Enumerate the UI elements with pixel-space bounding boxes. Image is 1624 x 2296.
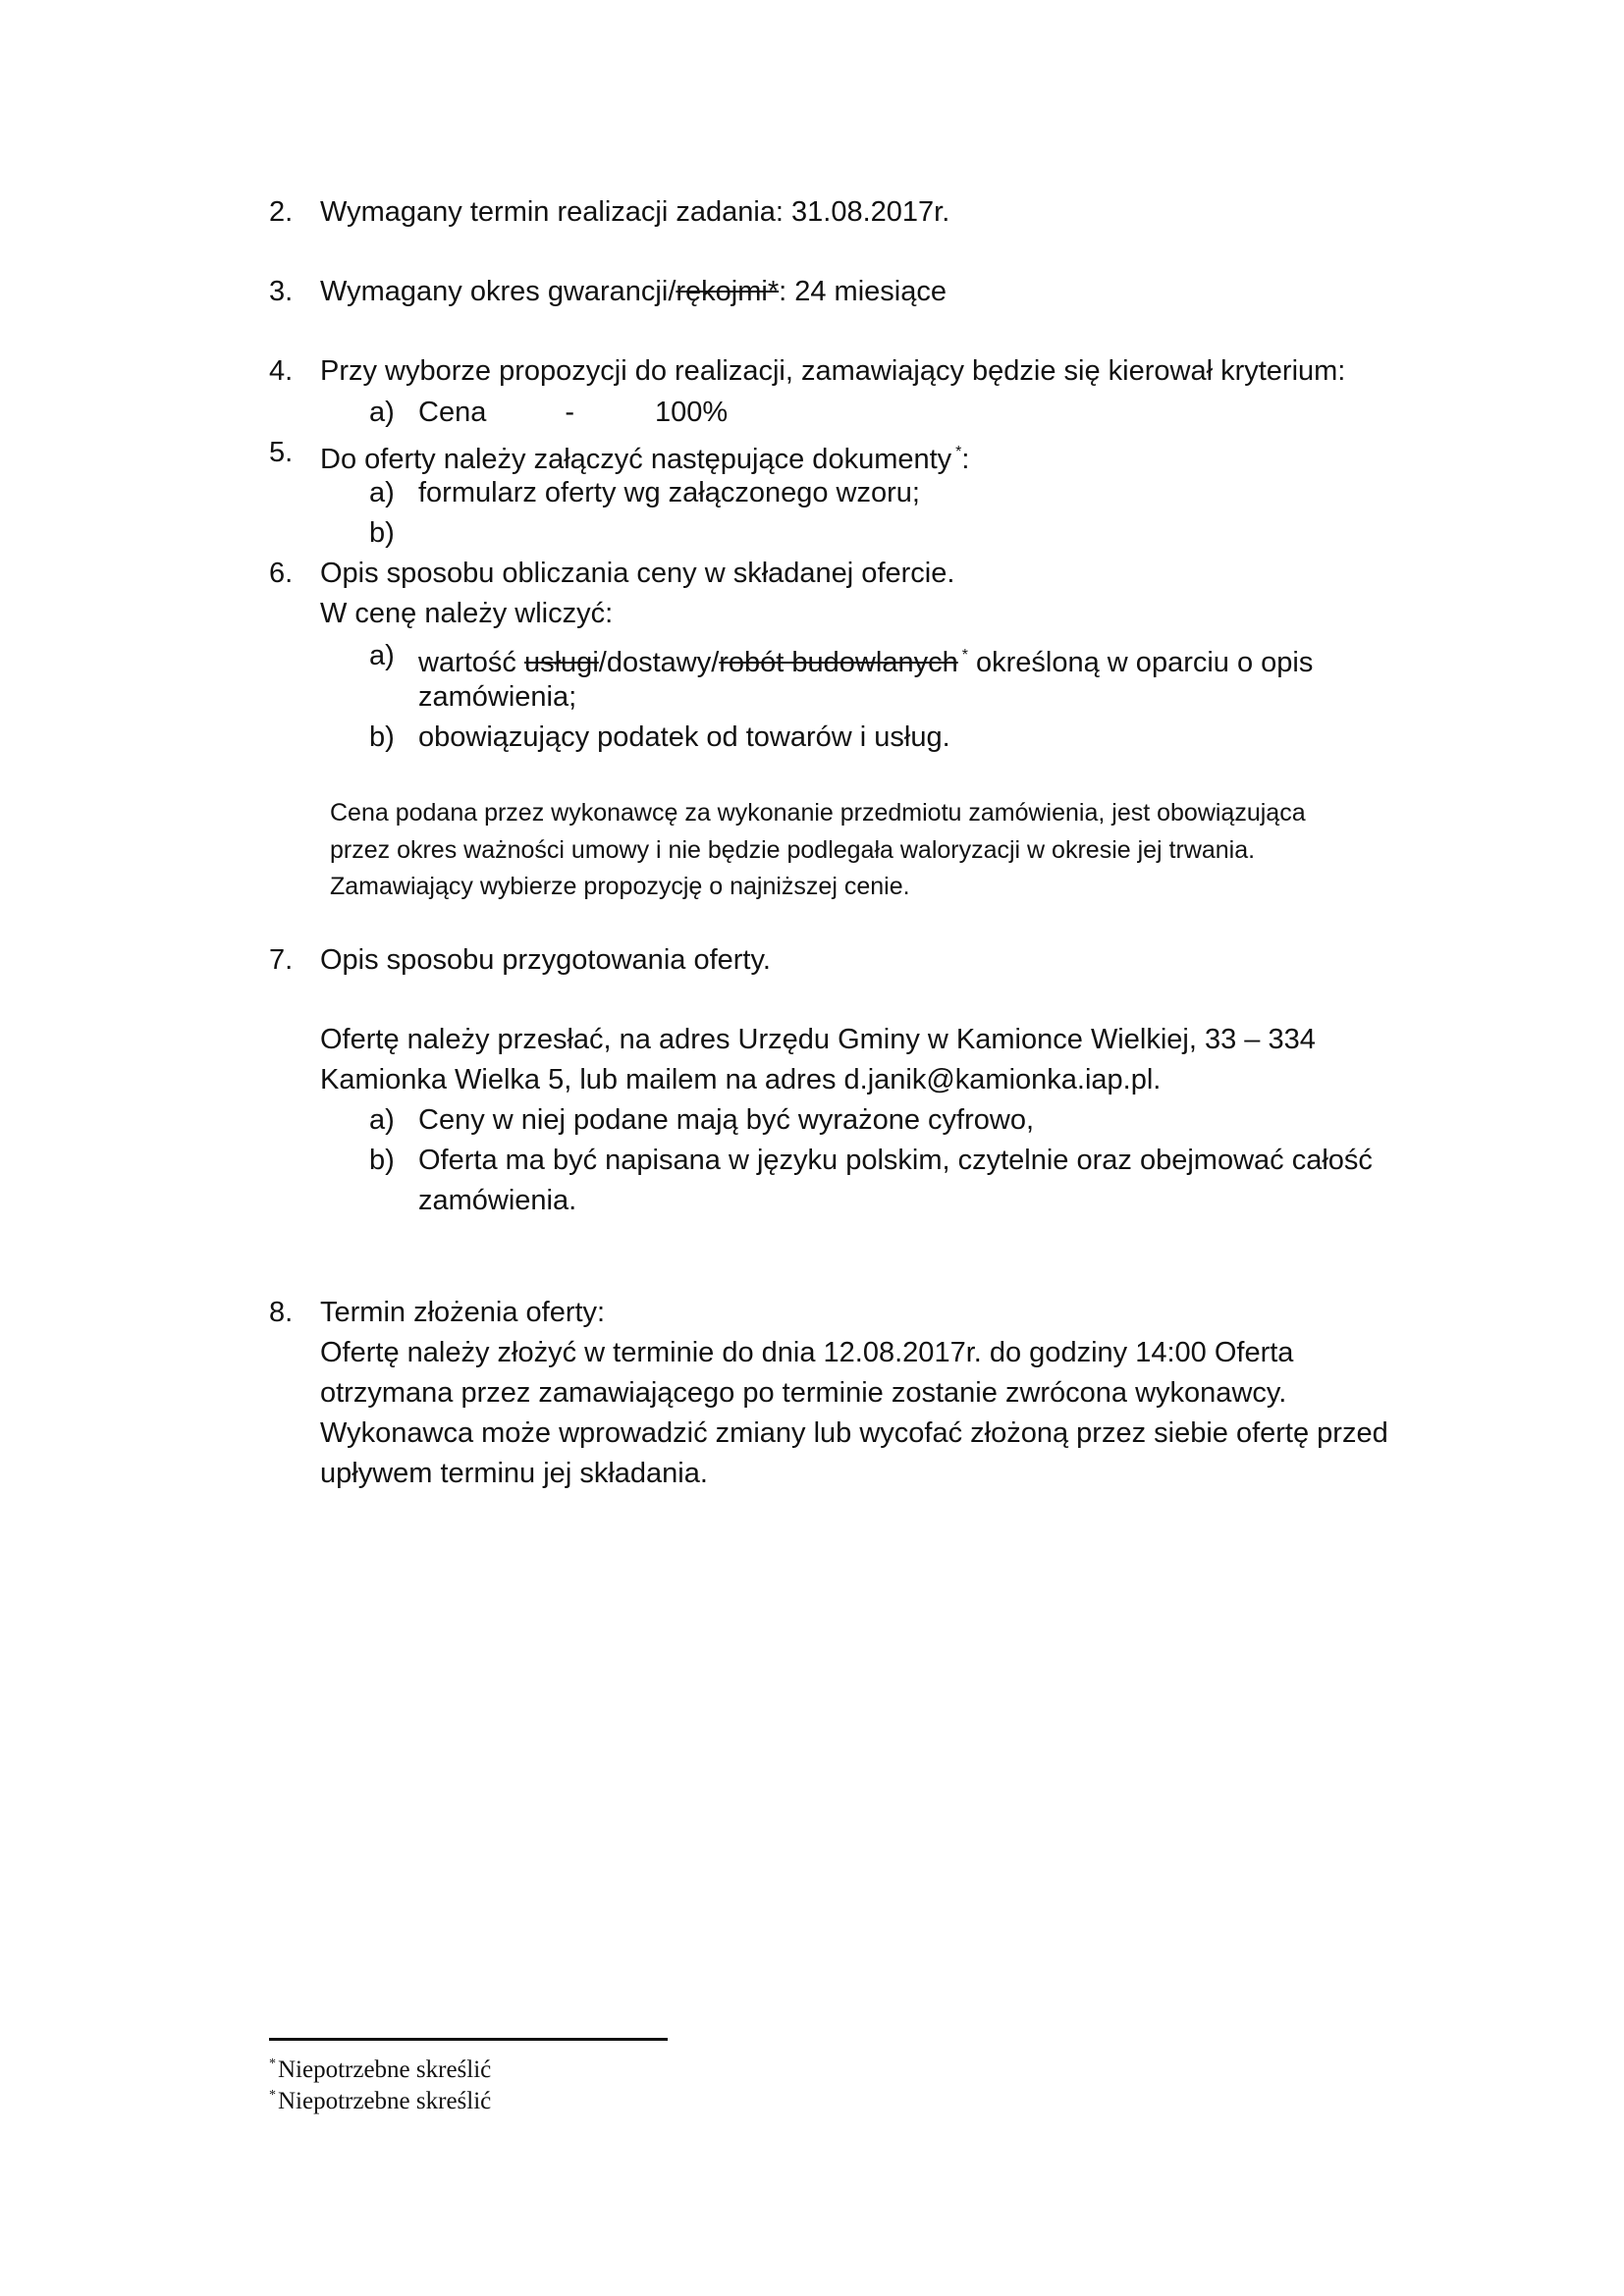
item-number: 2. bbox=[269, 196, 294, 228]
item-text bbox=[320, 272, 947, 311]
footnote-divider bbox=[269, 2038, 668, 2041]
footnote-mark: * bbox=[269, 2088, 276, 2103]
footnote-2 bbox=[269, 2080, 491, 2117]
sub-item-label: a) bbox=[369, 640, 395, 671]
text-part: określoną w oparciu o opis bbox=[967, 647, 1314, 678]
sub-item-text: Oferta ma być napisana w języku polskim, czytelnie oraz obejmować całość bbox=[418, 1145, 1373, 1176]
sub-item-label: a) bbox=[369, 477, 395, 508]
item-text: otrzymana przez zamawiającego po terminie zostanie zwrócona wykonawcy. bbox=[320, 1377, 1287, 1409]
sub-item-label: a) bbox=[369, 1104, 395, 1136]
sub-item-text: zamówienia; bbox=[418, 681, 577, 713]
sub-item-label: b) bbox=[369, 721, 395, 753]
struck-text: robót budowlanych bbox=[719, 647, 958, 678]
item-text: Termin złożenia oferty: bbox=[320, 1297, 606, 1328]
price-note-line-1: Cena podana przez wykonawcę za wykonanie przedmiotu zamówienia, jest obowiązująca bbox=[330, 799, 1306, 827]
item-number: 3. bbox=[269, 276, 294, 307]
struck-text: usługi bbox=[523, 647, 599, 678]
item-text: Kamionka Wielka 5, lub mailem na adres d.janik@kamionka.iap.pl. bbox=[320, 1064, 1162, 1095]
footnote-mark: * bbox=[961, 647, 968, 664]
sub-item-text: obowiązujący podatek od towarów i usług. bbox=[418, 721, 950, 753]
item-text: Ofertę należy złożyć w terminie do dnia 12.08.2017r. do godziny 14:00 Oferta bbox=[320, 1337, 1294, 1368]
criterion-row bbox=[418, 393, 728, 432]
item-number: 5. bbox=[269, 437, 294, 468]
criterion-value: 100% bbox=[655, 397, 729, 428]
item-number: 6. bbox=[269, 558, 294, 589]
text-part: /dostawy/ bbox=[598, 647, 720, 678]
sub-item-text: formularz oferty wg załączonego wzoru; bbox=[418, 477, 920, 508]
criterion-dash: - bbox=[565, 397, 574, 428]
sub-item-text: zamówienia. bbox=[418, 1185, 577, 1216]
item-text: Opis sposobu obliczania ceny w składanej ofercie. bbox=[320, 558, 955, 589]
sub-item-text: Ceny w niej podane mają być wyrażone cyfrowo, bbox=[418, 1104, 1035, 1136]
text-part: wartość bbox=[418, 647, 524, 678]
sub-item-text bbox=[418, 636, 1313, 682]
text-part: : 24 miesiące bbox=[779, 276, 947, 307]
text-part: Wymagany okres gwarancji/ bbox=[320, 276, 677, 307]
sub-item-label: b) bbox=[369, 1145, 395, 1176]
price-note-line-3: Zamawiający wybierze propozycję o najniższej cenie. bbox=[330, 873, 910, 900]
item-number: 4. bbox=[269, 355, 294, 387]
item-text: upływem terminu jej składania. bbox=[320, 1458, 708, 1489]
text-part: Do oferty należy załączyć następujące dokumenty bbox=[320, 444, 952, 475]
text-part: : bbox=[961, 444, 970, 475]
item-text: Wykonawca może wprowadzić zmiany lub wycofać złożoną przez siebie ofertę przed bbox=[320, 1417, 1388, 1449]
struck-text: rękojmi* bbox=[676, 276, 780, 307]
item-text: Przy wyborze propozycji do realizacji, zamawiający będzie się kierował kryterium: bbox=[320, 355, 1346, 387]
criterion-name: Cena bbox=[418, 397, 487, 428]
item-text: W cenę należy wliczyć: bbox=[320, 598, 614, 629]
footnote-text: Niepotrzebne skreślić bbox=[278, 2056, 492, 2083]
price-note-line-2: przez okres ważności umowy i nie będzie podlegała waloryzacji w okresie jej trwania. bbox=[330, 836, 1256, 864]
sub-item-label: b) bbox=[369, 517, 395, 549]
item-text: Ofertę należy przesłać, na adres Urzędu Gminy w Kamionce Wielkiej, 33 – 334 bbox=[320, 1024, 1316, 1055]
item-text: Wymagany termin realizacji zadania: 31.08.2017r. bbox=[320, 196, 950, 228]
item-text bbox=[320, 433, 969, 479]
item-number: 7. bbox=[269, 944, 294, 976]
item-number: 8. bbox=[269, 1297, 294, 1328]
sub-item-label: a) bbox=[369, 397, 395, 428]
footnote-text: Niepotrzebne skreślić bbox=[278, 2088, 492, 2114]
footnote-mark: * bbox=[269, 2056, 276, 2071]
footnote-mark: * bbox=[955, 444, 962, 460]
item-text: Opis sposobu przygotowania oferty. bbox=[320, 944, 771, 976]
